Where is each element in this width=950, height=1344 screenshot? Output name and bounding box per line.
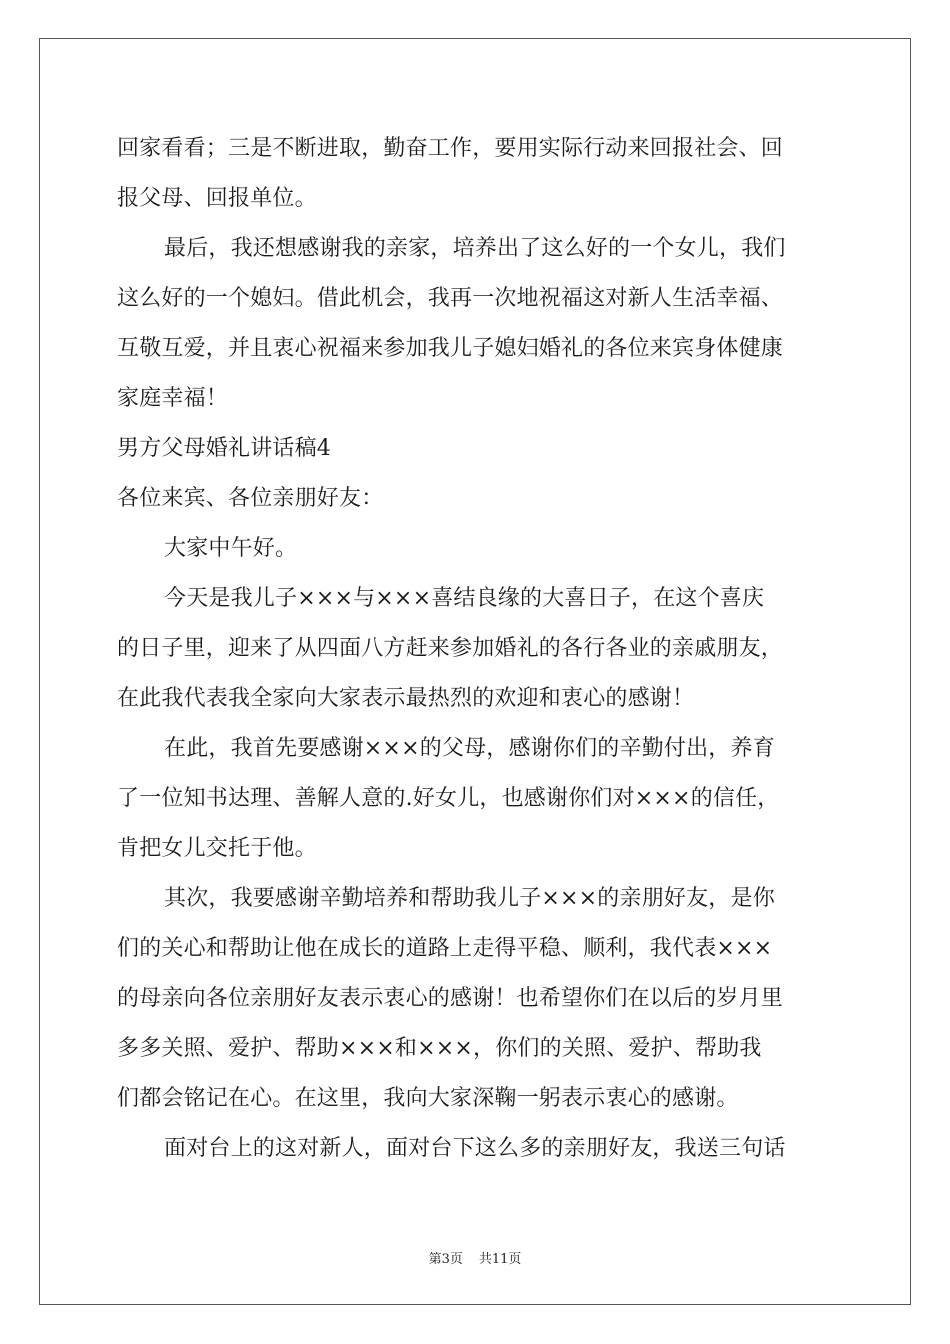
text-line: 今天是我儿子×××与×××喜结良缘的大喜日子，在这个喜庆 (164, 586, 765, 611)
text-line: 肯把女儿交托于他。 (117, 836, 317, 861)
page-total: 共11页 (478, 1252, 522, 1267)
text-line: 的母亲向各位亲朋好友表示衷心的感谢！也希望你们在以后的岁月里 (117, 986, 784, 1011)
text-line: 的日子里，迎来了从四面八方赶来参加婚礼的各行各业的亲戚朋友， (117, 636, 784, 661)
text-line: 互敬互爱，并且衷心祝福来参加我儿子媳妇婚礼的各位来宾身体健康 (117, 336, 784, 361)
text-line: 在此，我首先要感谢×××的父母，感谢你们的辛勤付出，养育 (164, 736, 775, 761)
text-line: 在此我代表我全家向大家表示最热烈的欢迎和衷心的感谢！ (117, 686, 695, 711)
page-footer (0, 1248, 950, 1267)
text-line: 最后，我还想感谢我的亲家，培养出了这么好的一个女儿，我们 (164, 236, 786, 261)
text-line: 们都会铭记在心。在这里，我向大家深鞠一躬表示衷心的感谢。 (117, 1086, 739, 1111)
text-line: 其次，我要感谢辛勤培养和帮助我儿子×××的亲朋好友，是你 (164, 886, 775, 911)
text-line: 各位来宾、各位亲朋好友： (117, 486, 384, 511)
text-line: 家庭幸福！ (117, 386, 229, 411)
text-line: 报父母、回报单位。 (117, 186, 317, 211)
document-body (117, 124, 837, 1174)
text-line: 这么好的一个媳妇。借此机会，我再一次地祝福这对新人生活幸福、 (117, 286, 784, 311)
text-line: 男方父母婚礼讲话稿4 (117, 436, 331, 461)
text-line: 回家看看；三是不断进取，勤奋工作，要用实际行动来回报社会、回 (117, 136, 784, 161)
text-line: 们的关心和帮助让他在成长的道路上走得平稳、顺利，我代表××× (117, 936, 773, 961)
text-line: 面对台上的这对新人，面对台下这么多的亲朋好友，我送三句话 (164, 1136, 786, 1161)
text-line: 多多关照、爱护、帮助×××和×××，你们的关照、爱护、帮助我 (117, 1036, 762, 1061)
text-line: 了一位知书达理、善解人意的.好女儿，也感谢你们对×××的信任， (117, 786, 780, 811)
text-line: 大家中午好。 (164, 536, 298, 561)
page-number: 第3页 (428, 1252, 463, 1267)
